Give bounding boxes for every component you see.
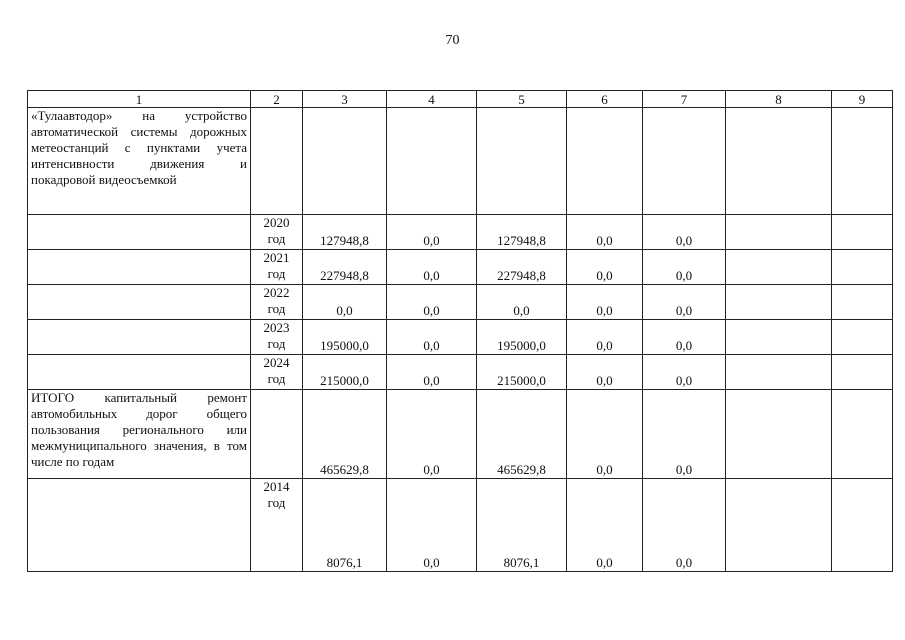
column-header: 2 <box>251 91 303 108</box>
empty-cell <box>28 320 251 355</box>
value-cell-col5: 227948,8 <box>477 250 567 285</box>
empty-cell <box>726 320 832 355</box>
column-header: 7 <box>643 91 726 108</box>
table-row <box>28 320 893 355</box>
value-cell-col4: 0,0 <box>387 250 477 285</box>
column-header: 4 <box>387 91 477 108</box>
year-cell: 2024 год <box>251 355 303 390</box>
value-cell-col4: 0,0 <box>387 320 477 355</box>
year-cell: 2023 год <box>251 320 303 355</box>
value-cell-col6: 0,0 <box>567 355 643 390</box>
empty-cell <box>832 320 893 355</box>
empty-cell <box>726 390 832 479</box>
empty-cell <box>251 108 303 215</box>
empty-cell <box>726 479 832 572</box>
total-value-col7: 0,0 <box>643 390 726 479</box>
value-cell-col7: 0,0 <box>643 479 726 572</box>
empty-cell <box>832 108 893 215</box>
value-cell-col3: 227948,8 <box>303 250 387 285</box>
total-row <box>28 390 893 479</box>
total-value-col3: 465629,8 <box>303 390 387 479</box>
value-cell-col4: 0,0 <box>387 355 477 390</box>
empty-cell <box>28 285 251 320</box>
value-cell-col5: 215000,0 <box>477 355 567 390</box>
value-cell-col3: 195000,0 <box>303 320 387 355</box>
intro-row <box>28 108 893 215</box>
empty-cell <box>832 355 893 390</box>
total-value-col5: 465629,8 <box>477 390 567 479</box>
value-cell-col6: 0,0 <box>567 215 643 250</box>
empty-cell <box>832 285 893 320</box>
total-label: ИТОГО капитальный ремонт автомобильных дорог общего пользования регионального или межмуниципального значения, в том числе по годам <box>28 390 251 479</box>
empty-cell <box>643 108 726 215</box>
column-header: 1 <box>28 91 251 108</box>
empty-cell <box>832 479 893 572</box>
year-cell: 2022 год <box>251 285 303 320</box>
empty-cell <box>832 390 893 479</box>
column-header: 5 <box>477 91 567 108</box>
empty-cell <box>477 108 567 215</box>
intro-description: «Тулаавтодор» на устройство автоматической системы дорожных метеостанций с пунктами учета интенсивности движения и покадровой видеосъемкой <box>28 108 251 215</box>
column-header: 9 <box>832 91 893 108</box>
value-cell-col7: 0,0 <box>643 250 726 285</box>
empty-cell <box>832 215 893 250</box>
value-cell-col7: 0,0 <box>643 285 726 320</box>
empty-cell <box>28 215 251 250</box>
value-cell-col3: 127948,8 <box>303 215 387 250</box>
empty-cell <box>726 108 832 215</box>
value-cell-col4: 0,0 <box>387 215 477 250</box>
empty-cell <box>251 390 303 479</box>
value-cell-col3: 0,0 <box>303 285 387 320</box>
value-cell-col7: 0,0 <box>643 320 726 355</box>
table-row <box>28 215 893 250</box>
table-row <box>28 479 893 572</box>
value-cell-col6: 0,0 <box>567 479 643 572</box>
value-cell-col6: 0,0 <box>567 285 643 320</box>
value-cell-col3: 8076,1 <box>303 479 387 572</box>
budget-table <box>27 90 893 572</box>
empty-cell <box>726 355 832 390</box>
year-cell: 2014 год <box>251 479 303 572</box>
value-cell-col5: 195000,0 <box>477 320 567 355</box>
empty-cell <box>726 285 832 320</box>
value-cell-col5: 0,0 <box>477 285 567 320</box>
value-cell-col7: 0,0 <box>643 355 726 390</box>
empty-cell <box>28 355 251 390</box>
value-cell-col4: 0,0 <box>387 479 477 572</box>
empty-cell <box>28 250 251 285</box>
value-cell-col5: 127948,8 <box>477 215 567 250</box>
empty-cell <box>303 108 387 215</box>
empty-cell <box>726 250 832 285</box>
value-cell-col6: 0,0 <box>567 320 643 355</box>
empty-cell <box>832 250 893 285</box>
table-row <box>28 355 893 390</box>
value-cell-col6: 0,0 <box>567 250 643 285</box>
column-header: 3 <box>303 91 387 108</box>
column-header: 6 <box>567 91 643 108</box>
value-cell-col5: 8076,1 <box>477 479 567 572</box>
year-cell: 2020 год <box>251 215 303 250</box>
value-cell-col7: 0,0 <box>643 215 726 250</box>
page-number: 70 <box>445 33 460 48</box>
column-header: 8 <box>726 91 832 108</box>
year-cell: 2021 год <box>251 250 303 285</box>
total-value-col4: 0,0 <box>387 390 477 479</box>
empty-cell <box>28 479 251 572</box>
empty-cell <box>567 108 643 215</box>
empty-cell <box>726 215 832 250</box>
empty-cell <box>387 108 477 215</box>
value-cell-col3: 215000,0 <box>303 355 387 390</box>
value-cell-col4: 0,0 <box>387 285 477 320</box>
table-row <box>28 285 893 320</box>
table-row <box>28 250 893 285</box>
column-header-row <box>28 91 893 108</box>
total-value-col6: 0,0 <box>567 390 643 479</box>
